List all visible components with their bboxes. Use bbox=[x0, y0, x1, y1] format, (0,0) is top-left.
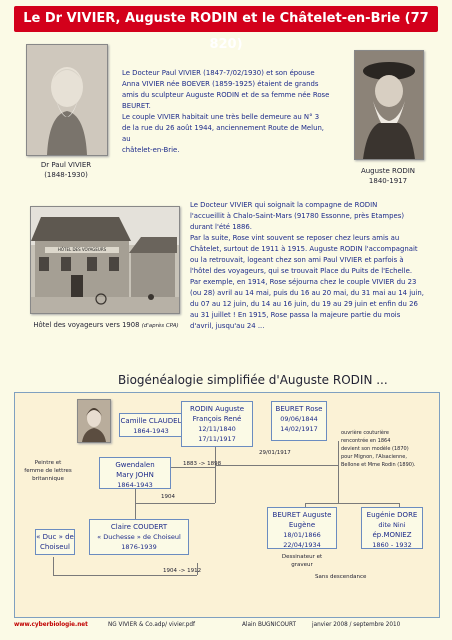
vivier-caption-name: Dr Paul VIVIER bbox=[40, 161, 92, 169]
beuret-auguste-name-1: BEURET Auguste bbox=[272, 511, 332, 519]
body-line: Châtelet, surtout de 1911 à 1915. Auguste RODIN l'accompagnait bbox=[190, 245, 418, 253]
footer-doc: NG VIVIER & Co.adp/ vivier.pdf bbox=[108, 622, 196, 628]
marriage-date: 29/01/1917 bbox=[259, 450, 291, 456]
rose-note-line: devient son modèle (1870) bbox=[341, 446, 409, 452]
tree-connector bbox=[135, 503, 215, 504]
genealogy-tree bbox=[14, 392, 440, 618]
hotel-caption bbox=[24, 320, 188, 331]
body-line: du 07 au 12 juin, du 14 au 16 juin, du 19 au 29 juin et enfin du 26 bbox=[190, 300, 418, 308]
rodin-caption bbox=[340, 166, 436, 186]
claudel-portrait bbox=[77, 399, 111, 443]
intro-line: BEURET. bbox=[122, 102, 151, 110]
vivier-portrait-image bbox=[27, 45, 107, 155]
gwen-note-line: femme de lettres bbox=[24, 468, 72, 474]
claudel-portrait-image bbox=[78, 400, 110, 442]
coudert-box bbox=[89, 519, 189, 555]
rose-note-line: ouvrière couturière bbox=[341, 430, 389, 436]
tree-connector bbox=[135, 489, 136, 503]
genealogy-section-title: Biogénéalogie simplifiée d'Auguste RODIN ... bbox=[118, 373, 388, 387]
duc-name-2: Choiseul bbox=[40, 543, 70, 551]
tree-connector bbox=[215, 465, 338, 466]
intro-line: Le couple VIVIER habitait une très belle demeure au N° 3 bbox=[122, 113, 320, 121]
vivier-portrait bbox=[26, 44, 108, 156]
body-line: Par la suite, Rose vint souvent se reposer chez leurs amis au bbox=[190, 234, 400, 242]
beuret-note bbox=[277, 553, 327, 569]
intro-line: amis du sculpteur Auguste RODIN et de sa femme née Rose bbox=[122, 91, 330, 99]
intro-line: Anna VIVIER née BOEVER (1859-1925) étaient de grands bbox=[122, 80, 319, 88]
eugenie-box bbox=[361, 507, 423, 549]
intro-line: de la rue du 26 août 1944, anciennement Route de Melun, au bbox=[122, 124, 325, 143]
gwendalen-name-1: Gwendalen bbox=[115, 461, 155, 469]
rose-note-line: Bellone et Mme Rodin (1890). bbox=[341, 462, 416, 468]
rodin-caption-dates: 1840-1917 bbox=[368, 177, 408, 185]
gwendalen-name-2: Mary JOHN bbox=[116, 471, 154, 479]
eugenie-name-1: Eugénie DORE bbox=[366, 511, 418, 519]
footer-site-link[interactable]: www.cyberbiologie.net bbox=[14, 622, 88, 628]
page-title-banner: Le Dr VIVIER, Auguste RODIN et le Châtelet-en-Brie (77 820) bbox=[14, 6, 438, 32]
claudel-name: Camille CLAUDEL bbox=[120, 417, 182, 425]
rose-note bbox=[341, 429, 437, 469]
beuret-auguste-box bbox=[267, 507, 337, 549]
period-1904: 1904 -> 1912 bbox=[163, 568, 202, 574]
rodin-name-1: RODIN Auguste bbox=[189, 405, 245, 413]
beuret-rose-death: 14/02/1917 bbox=[280, 425, 318, 433]
body-line: ou la retrouvait, logeant chez son ami Paul VIVIER et parfois à bbox=[190, 256, 404, 264]
body-paragraph bbox=[190, 200, 424, 332]
tree-connector bbox=[135, 503, 136, 519]
gwen-note bbox=[17, 459, 79, 483]
sans-descendance: Sans descendance bbox=[315, 574, 367, 580]
coudert-dates: 1876-1939 bbox=[121, 543, 157, 551]
body-line: l'accueillit à Chalo-Saint-Mars (91780 Essonne, près Etampes) bbox=[190, 212, 405, 220]
vivier-caption bbox=[16, 160, 116, 180]
body-line: au 31 juillet ! En 1915, Rose passa la majeure partie du mois bbox=[190, 311, 401, 319]
eugenie-dates: 1860 - 1932 bbox=[372, 541, 412, 549]
footer-author: Alain BUGNICOURT bbox=[242, 622, 296, 628]
period-1883: 1883 -> 1898 bbox=[183, 461, 222, 467]
intro-paragraph bbox=[122, 68, 334, 156]
footer bbox=[14, 622, 438, 634]
tree-connector bbox=[338, 441, 339, 465]
tree-connector bbox=[53, 575, 197, 576]
beuret-note-line: graveur bbox=[291, 562, 313, 568]
rodin-birth: 12/11/1840 bbox=[198, 425, 236, 433]
body-line: d'avril, jusqu'au 24 ... bbox=[190, 322, 265, 330]
claudel-box bbox=[119, 413, 183, 437]
rodin-death: 17/11/1917 bbox=[198, 435, 236, 443]
tree-connector bbox=[305, 503, 399, 504]
body-line: l'hôtel des voyageurs, qui se trouvait Place du Puits de l'Echelle. bbox=[190, 267, 413, 275]
duc-name-1: « Duc » de bbox=[36, 533, 74, 541]
tree-connector bbox=[215, 465, 216, 503]
hotel-caption-source: (d'après CPA) bbox=[141, 323, 179, 329]
beuret-rose-box bbox=[271, 401, 327, 441]
gwen-note-line: britannique bbox=[32, 476, 64, 482]
rodin-portrait bbox=[354, 50, 424, 160]
gwendalen-box bbox=[99, 457, 171, 489]
body-line: (ou 28) avril au 14 mai, puis du 16 au 20 mai, du 31 mai au 14 juin, bbox=[190, 289, 424, 297]
beuret-rose-birth: 09/06/1844 bbox=[280, 415, 318, 423]
beuret-auguste-death: 22/04/1934 bbox=[283, 541, 321, 549]
beuret-auguste-birth: 18/01/1866 bbox=[283, 531, 321, 539]
rodin-caption-name: Auguste RODIN bbox=[360, 167, 416, 175]
hotel-caption-text: Hôtel des voyageurs vers 1908 bbox=[33, 321, 140, 329]
eugenie-name-2: dite Nini bbox=[378, 521, 406, 529]
claudel-dates: 1864-1943 bbox=[133, 427, 169, 435]
body-line: Par exemple, en 1914, Rose séjourna chez le couple VIVIER du 23 bbox=[190, 278, 417, 286]
tree-connector bbox=[338, 465, 339, 503]
beuret-rose-name: BEURET Rose bbox=[275, 405, 323, 413]
body-line: durant l'été 1886. bbox=[190, 223, 252, 231]
eugenie-name-3: ép.MONIEZ bbox=[372, 531, 412, 539]
vivier-caption-dates: (1848-1930) bbox=[44, 171, 88, 179]
rodin-name-2: François René bbox=[192, 415, 242, 423]
hotel-photo-image bbox=[31, 207, 179, 313]
intro-line: châtelet-en-Brie. bbox=[122, 146, 180, 154]
rodin-portrait-image bbox=[355, 51, 423, 159]
year-1904: 1904 bbox=[161, 494, 175, 500]
rose-note-line: pour Mignon, l'Alsacienne, bbox=[341, 454, 407, 460]
tree-connector bbox=[53, 557, 54, 575]
duc-box bbox=[35, 529, 75, 555]
body-line: Le Docteur VIVIER qui soignait la compagne de RODIN bbox=[190, 201, 378, 209]
coudert-name-2: « Duchesse » de Choiseul bbox=[97, 533, 181, 541]
beuret-note-line: Dessinateur et bbox=[281, 554, 323, 560]
hotel-photo bbox=[30, 206, 180, 314]
coudert-name-1: Claire COUDERT bbox=[110, 523, 168, 531]
beuret-auguste-name-2: Eugène bbox=[288, 521, 316, 529]
hotel-sign: HÔTEL DES VOYAGEURS bbox=[45, 247, 119, 253]
gwen-note-line: Peintre et bbox=[34, 460, 62, 466]
rose-note-line: rencontrée en 1864 bbox=[341, 438, 391, 444]
footer-dates: janvier 2008 / septembre 2010 bbox=[312, 622, 401, 628]
gwendalen-dates: 1864-1943 bbox=[117, 481, 153, 489]
rodin-box bbox=[181, 401, 253, 447]
intro-line: Le Docteur Paul VIVIER (1847-7/02/1930) et son épouse bbox=[122, 69, 315, 77]
